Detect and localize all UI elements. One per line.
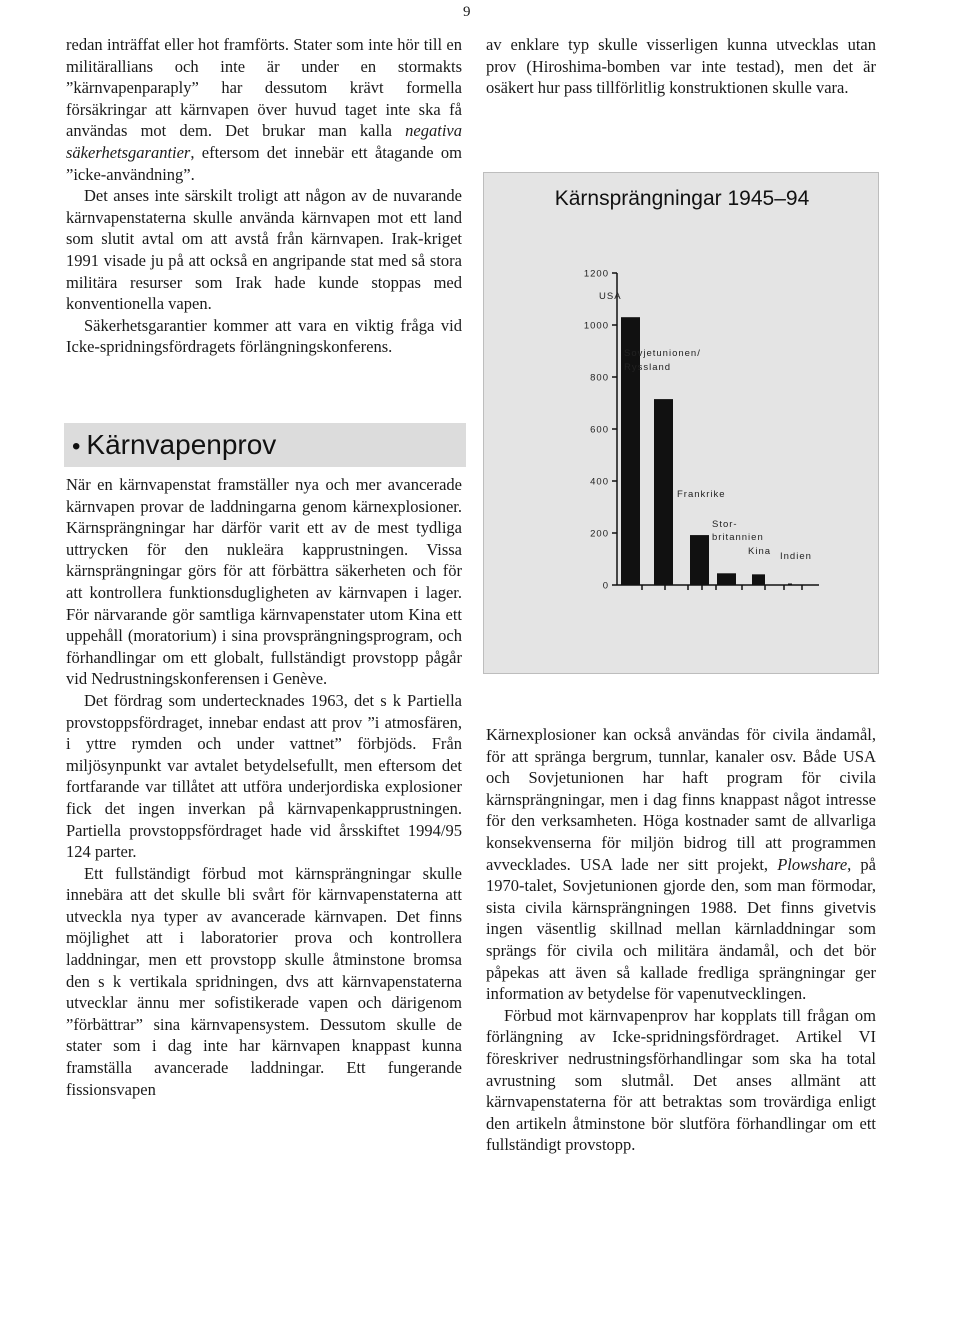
- right-paragraph-1: Kärnexplosioner kan också användas för civila ändamål, för att spränga bergrum, tunnlar, kanaler osv. Både USA och Sovjetunionen har haft program för civila kärnsprängningar, men i dag finns knappast något intresse för den verksamheten. Höga kostnader samt de allvarliga konsekvenserna för miljön bidrog till att programmen avvecklades. USA lade ner sitt projekt, Plowshare, på 1970-talet, Sovjetunionen gjorde den, som man förmodar, sista civila kärnsprängningen 1988. Det finns givetvis ingen väsentlig skillnad mellan kärnladdningar som sprängs för civila och militära ändamål, och det bör påpekas att även så kallade fredliga sprängningar ger information av betydelse för vapenutvecklingen.: [486, 725, 876, 1004]
- right-column-body: [486, 724, 876, 1156]
- section-paragraph-3: Ett fullständigt förbud mot kärnsprängningar skulle innebära att det skulle bli svårt för kärnvapenstaterna att utveckla nya typer av avancerade kärnvapen. Det finns möjlighet att i laboratorier prova och kontrollera laddningar, men ett provstopp skulle åtminstone bromsa den s k vertikala spridningen, dvs att kärnvapenstaterna utvecklar ännu mer sofistikerade vapen och därigenom ”förbättrar” sina kärnvapensystem. Dessutom skulle de stater som i dag inte har kärnvapen knappast kunna framställa avancerade laddningar. Ett fungerande fissionsvapen: [66, 863, 462, 1099]
- nuclear-tests-chart: [483, 172, 879, 674]
- y-tick-label: 1200: [583, 268, 609, 280]
- bar-label: Stor-: [712, 519, 738, 530]
- bar-label: Kina: [748, 546, 772, 557]
- y-tick-label: 400: [590, 476, 609, 488]
- bar-label: britannien: [712, 532, 764, 543]
- chart-svg: [484, 173, 880, 675]
- y-tick-label: 0: [602, 580, 609, 592]
- bar-label: Sovjetunionen/: [624, 348, 701, 359]
- y-tick-label: 600: [590, 424, 609, 436]
- right-column-intro: [486, 34, 876, 99]
- bullet-icon: •: [72, 433, 81, 460]
- bar: [752, 574, 765, 585]
- bar-label: Indien: [780, 551, 812, 562]
- bar: [717, 573, 736, 585]
- left-column-section-body: [66, 474, 462, 1100]
- bar-label: Frankrike: [677, 489, 726, 500]
- section-paragraph-1: När en kärnvapenstat framställer nya och mer avancerade kärnvapen provar de laddningarna genom kärnexplosioner. Kärnsprängningar har därför varit ett av de mest tydliga uttrycken för den nukleära kapprustningen. Vissa kärnsprängningar görs för att förbättra säkerheten och för att kontrollera funktionsdugligheten av kärnvapen i lager. För närvarande gör samtliga kärnvapenstater utom Kina ett uppehåll (moratorium) i sina provsprängningsprogram, och förhandlingar om ett globalt, fullständigt provstopp pågår vid Nedrustningskonferensen i Genève.: [66, 475, 462, 689]
- section-heading-text: Kärnvapenprov: [86, 429, 277, 460]
- page-number: 9: [463, 4, 471, 20]
- chart-title: Kärnsprängningar 1945–94: [554, 187, 810, 210]
- y-tick-label: 1000: [583, 320, 609, 332]
- left-column-intro: [66, 34, 462, 358]
- bar: [654, 399, 673, 585]
- right-top-paragraph: av enklare typ skulle visserligen kunna utvecklas utan prov (Hiroshima-bomben var inte testad), men det är osäkert hur pass tillförlitlig konstruktionen skulle vara.: [486, 35, 876, 98]
- intro-paragraph-1: redan inträffat eller hot framförts. Stater som inte hör till en militärallians och inte är under en stormakts ”kärnvapenparaply” har dessutom krävt formella försäkringar att kärnvapen över huvud taget inte ska få användas mot dem. Det brukar man kalla negativa säkerhetsgarantier, eftersom det innebär ett åtagande om ”icke-användning”.: [66, 35, 462, 184]
- section-paragraph-2: Det fördrag som undertecknades 1963, det s k Partiella provstoppsfördraget, innebar endast att prov ”i atmosfären, i yttre rymden och under vattnet” förbjöds. Från miljösynpunkt var avtalet betydelsefullt, men eftersom det fortfarande var tillåtet att utföra underjordiska explosioner fick det ingen inverkan på kärnvapenkapprustningen. Partiella provstoppsfördraget hade vid årsskiftet 1994/95 124 parter.: [66, 690, 462, 862]
- bar: [690, 535, 709, 585]
- bar-label: Ryssland: [624, 362, 672, 373]
- y-tick-label: 200: [590, 528, 609, 540]
- section-heading-karnvapenprov: [64, 423, 466, 467]
- intro-paragraph-2: Det anses inte särskilt troligt att någon av de nuvarande kärnvapenstaterna skulle använda kärnvapen mot ett land som slutit avtal om att avstå från kärnvapen. Irak-kriget 1991 visade ju på att också en angripande stat med så stora militära resurser som Irak hade kunde stoppas med konventionella vapen.: [66, 186, 462, 314]
- y-tick-label: 800: [590, 372, 609, 384]
- emphasis-text: Plowshare: [777, 854, 848, 874]
- emphasis-text: negativa säkerhetsgarantier: [66, 121, 462, 162]
- bar: [788, 584, 792, 586]
- right-paragraph-2: Förbud mot kärnvapenprov har kopplats till frågan om förlängning av Icke-spridningsfördraget. Artikel VI föreskriver nedrustningsförhandlingar som ska ha total avrustning som slutmål. Det anses allmänt att kärnvapenstaterna för att betraktas som trovärdiga enligt den artikeln åtminstone bör slutföra förhandlingar om ett fullständigt provstopp.: [486, 1005, 876, 1155]
- bar-label: USA: [599, 291, 622, 302]
- intro-paragraph-3: Säkerhetsgarantier kommer att vara en viktig fråga vid Icke-spridningsfördragets förlängningskonferens.: [66, 315, 462, 357]
